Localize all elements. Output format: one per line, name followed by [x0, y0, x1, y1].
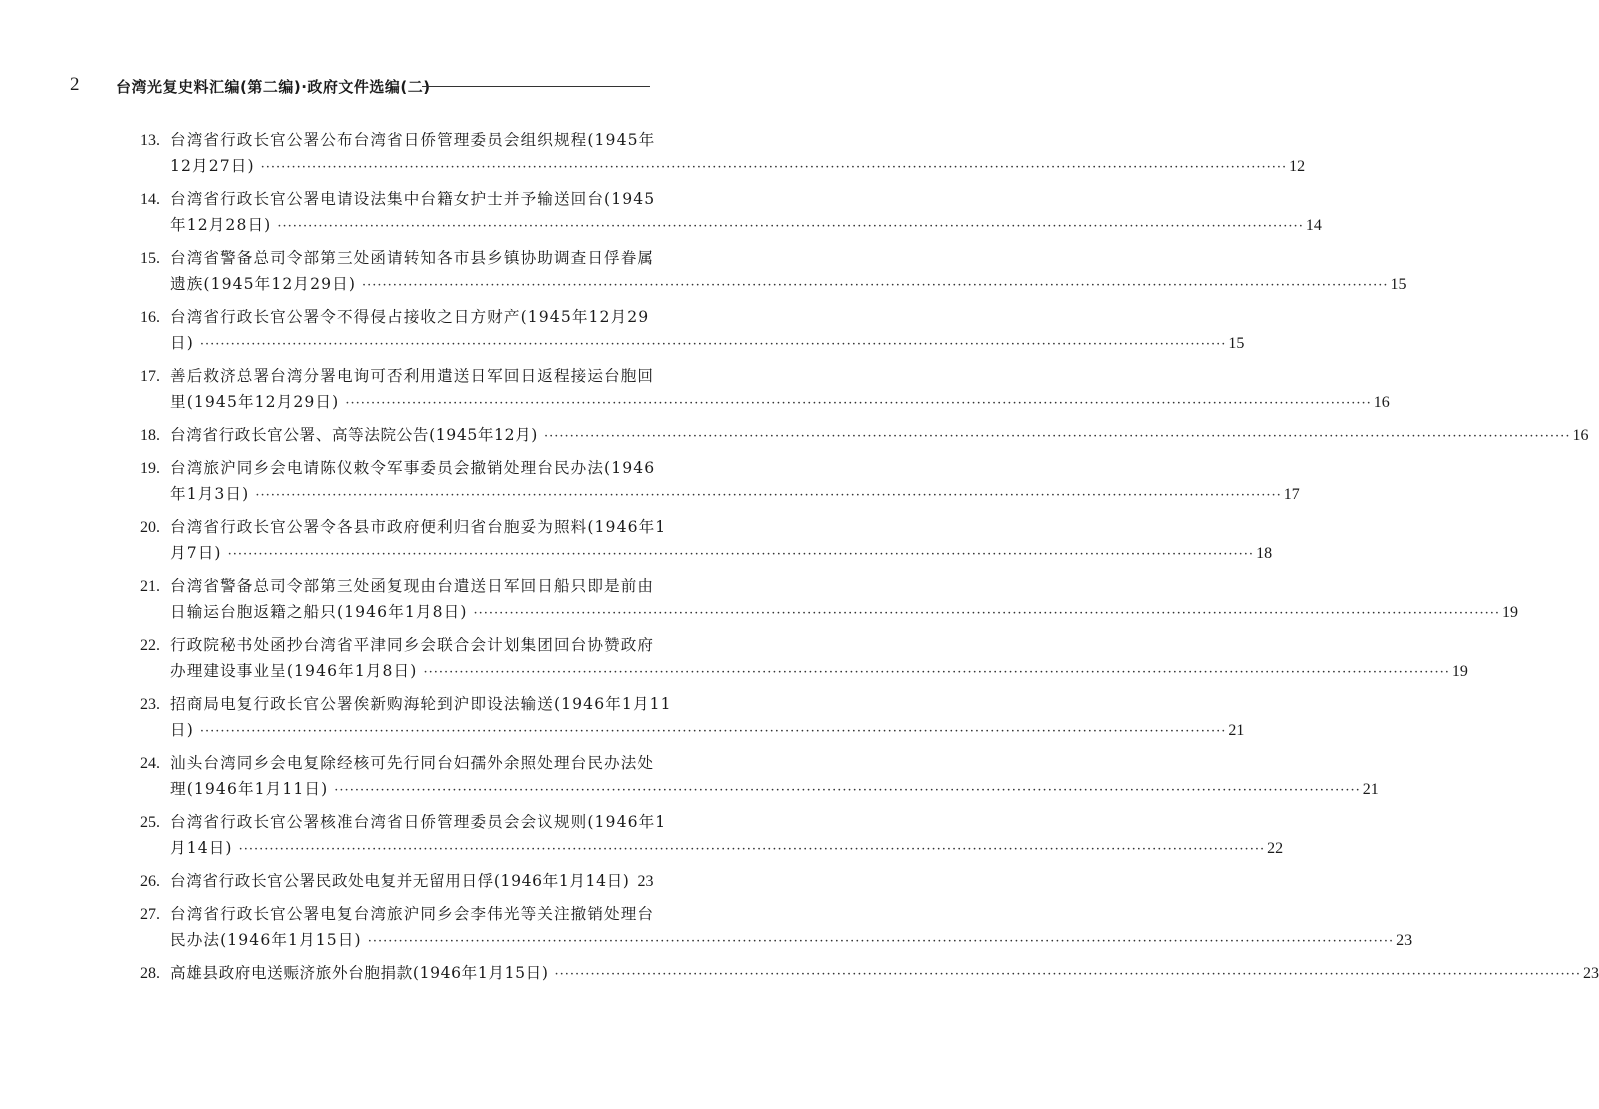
entry-title-continued: 办理建设事业呈(1946年1月8日) [170, 662, 418, 680]
dot-leader: ········································································································································································································ [260, 160, 1288, 175]
toc-entry-line [140, 691, 672, 717]
entry-title: 行政院秘书处函抄台湾省平津同乡会联合会计划集团回台协赞政府 [170, 636, 655, 654]
entry-number: 26. [140, 873, 160, 890]
entry-page-number: 23 [637, 873, 654, 890]
toc-entry-line [140, 960, 1599, 986]
entry-title-continued: 里(1945年12月29日) [170, 393, 340, 411]
table-of-contents [140, 127, 1599, 993]
entry-title: 高雄县政府电送赈济旅外台胞捐款(1946年1月15日) [170, 964, 549, 982]
entry-title: 台湾省行政长官公署、高等法院公告(1945年12月) [170, 426, 538, 444]
entry-title-continued: 年12月28日) [170, 216, 272, 234]
header-rule [422, 86, 650, 87]
entry-number: 28. [140, 965, 160, 982]
dot-leader: ········································································································································································································ [334, 783, 1361, 798]
running-title: 台湾光复史料汇编(第二编)·政府文件选编(二) [116, 78, 431, 96]
toc-entry-line [140, 389, 1390, 415]
toc-entry-line [140, 481, 1300, 507]
entry-number: 23. [140, 696, 160, 713]
dot-leader: ········································································································································································································ [473, 606, 1500, 621]
toc-entry [140, 186, 1322, 238]
entry-page-number: 15 [1390, 276, 1407, 293]
entry-page-number: 21 [1362, 781, 1379, 798]
toc-entry [140, 514, 1273, 566]
dot-leader: ········································································································································································································ [277, 219, 1304, 234]
entry-title: 台湾省行政长官公署令不得侵占接收之日方财产(1945年12月29 [170, 308, 650, 326]
entry-number: 13. [140, 132, 160, 149]
entry-title-continued: 月7日) [170, 544, 222, 562]
entry-number: 18. [140, 427, 160, 444]
toc-entry-line [140, 573, 655, 599]
entry-title: 善后救济总署台湾分署电询可否利用遣送日军回日返程接运台胞回 [170, 367, 655, 385]
toc-entry-line [140, 717, 1245, 743]
entry-number: 14. [140, 191, 160, 208]
toc-entry-line [140, 422, 1589, 448]
toc-entry-line [140, 750, 655, 776]
entry-title: 台湾省警备总司令部第三处函请转知各市县乡镇协助调查日俘眷属 [170, 249, 655, 267]
toc-entry-line [140, 540, 1273, 566]
entry-number: 20. [140, 519, 160, 536]
toc-entry [140, 691, 1245, 743]
entry-title-continued: 民办法(1946年1月15日) [170, 931, 362, 949]
entry-page-number: 12 [1289, 158, 1306, 175]
dot-leader: ········································································································································································································ [423, 665, 1450, 680]
entry-title-continued: 理(1946年1月11日) [170, 780, 329, 798]
toc-entry-line [140, 835, 1284, 861]
toc-entry-line [140, 212, 1322, 238]
toc-entry-line [140, 658, 1468, 684]
entry-page-number: 23 [1582, 965, 1599, 982]
toc-entry-line [140, 304, 650, 330]
dot-leader: ········································································································································································································ [362, 278, 1389, 293]
toc-entry-line [140, 455, 656, 481]
toc-entry [140, 632, 1468, 684]
entry-number: 24. [140, 755, 160, 772]
entry-title: 汕头台湾同乡会电复除经核可先行同台妇孺外余照处理台民办法处 [170, 754, 655, 772]
toc-entry-line [140, 599, 1518, 625]
dot-leader: ········································································································································································································ [543, 429, 1571, 444]
entry-page-number: 16 [1572, 427, 1589, 444]
toc-entry [140, 304, 1245, 356]
toc-entry-line [140, 632, 655, 658]
toc-entry-line [140, 127, 656, 153]
dot-leader: ········································································································································································································ [227, 547, 1255, 562]
dot-leader: ········································································································································································································ [199, 337, 1227, 352]
toc-entry [140, 363, 1390, 415]
toc-entry-line [140, 245, 655, 271]
toc-entry-line [140, 330, 1245, 356]
entry-title: 台湾省行政长官公署令各县市政府便利归省台胞妥为照料(1946年1 [170, 518, 667, 536]
entry-page-number: 16 [1373, 394, 1390, 411]
entry-title-continued: 日) [170, 334, 194, 352]
entry-title: 台湾省行政长官公署电复台湾旅沪同乡会李伟光等关注撤销处理台 [170, 905, 655, 923]
toc-entry [140, 868, 654, 894]
entry-title-continued: 遗族(1945年12月29日) [170, 275, 357, 293]
toc-entry [140, 750, 1379, 802]
entry-page-number: 21 [1228, 722, 1245, 739]
toc-entry-line [140, 901, 655, 927]
toc-entry-line [140, 809, 667, 835]
entry-title-continued: 年1月3日) [170, 485, 250, 503]
entry-title-continued: 日) [170, 721, 194, 739]
dot-leader: ········································································································································································································ [554, 967, 1581, 982]
toc-entry-line [140, 927, 1413, 953]
dot-leader: ········································································································································································································ [199, 724, 1227, 739]
entry-title: 台湾省警备总司令部第三处函复现由台遣送日军回日船只即是前由 [170, 577, 655, 595]
entry-page-number: 22 [1267, 840, 1284, 857]
entry-page-number: 19 [1501, 604, 1518, 621]
entry-number: 17. [140, 368, 160, 385]
dot-leader: ········································································································································································································ [238, 842, 1266, 857]
toc-entry [140, 809, 1284, 861]
dot-leader: ········································································································································································································ [367, 934, 1395, 949]
entry-number: 15. [140, 250, 160, 267]
entry-title-continued: 月14日) [170, 839, 233, 857]
toc-entry-line [140, 868, 654, 894]
page-number: 2 [70, 74, 80, 95]
toc-entry [140, 573, 1518, 625]
entry-title: 台湾省行政长官公署民政处电复并无留用日俘(1946年1月14日) [170, 872, 630, 890]
toc-entry-line [140, 271, 1407, 297]
toc-entry-line [140, 186, 656, 212]
dot-leader: ········································································································································································································ [345, 396, 1372, 411]
toc-entry-line [140, 363, 655, 389]
entry-number: 21. [140, 578, 160, 595]
entry-title-continued: 日输运台胞返籍之船只(1946年1月8日) [170, 603, 468, 621]
toc-entry [140, 422, 1589, 448]
entry-title: 台湾省行政长官公署核准台湾省日侨管理委员会会议规则(1946年1 [170, 813, 667, 831]
entry-page-number: 18 [1256, 545, 1273, 562]
toc-entry [140, 245, 1407, 297]
entry-number: 27. [140, 906, 160, 923]
entry-number: 19. [140, 460, 160, 477]
entry-number: 25. [140, 814, 160, 831]
entry-title: 台湾旅沪同乡会电请陈仪敕令军事委员会撤销处理台民办法(1946 [170, 459, 656, 477]
entry-page-number: 17 [1283, 486, 1300, 503]
entry-page-number: 19 [1451, 663, 1468, 680]
entry-title: 台湾省行政长官公署公布台湾省日侨管理委员会组织规程(1945年 [170, 131, 656, 149]
toc-entry [140, 901, 1413, 953]
entry-number: 16. [140, 309, 160, 326]
entry-title: 招商局电复行政长官公署俟新购海轮到沪即设法输送(1946年1月11 [170, 695, 672, 713]
dot-leader: ········································································································································································································ [255, 488, 1282, 503]
toc-entry-line [140, 776, 1379, 802]
toc-entry [140, 960, 1599, 986]
entry-page-number: 14 [1305, 217, 1322, 234]
toc-entry [140, 455, 1300, 507]
entry-title-continued: 12月27日) [170, 157, 255, 175]
toc-entry-line [140, 153, 1306, 179]
entry-title: 台湾省行政长官公署电请设法集中台籍女护士并予输送回台(1945 [170, 190, 656, 208]
entry-number: 22. [140, 637, 160, 654]
toc-entry [140, 127, 1306, 179]
entry-page-number: 15 [1228, 335, 1245, 352]
toc-entry-line [140, 514, 667, 540]
entry-page-number: 23 [1396, 932, 1413, 949]
